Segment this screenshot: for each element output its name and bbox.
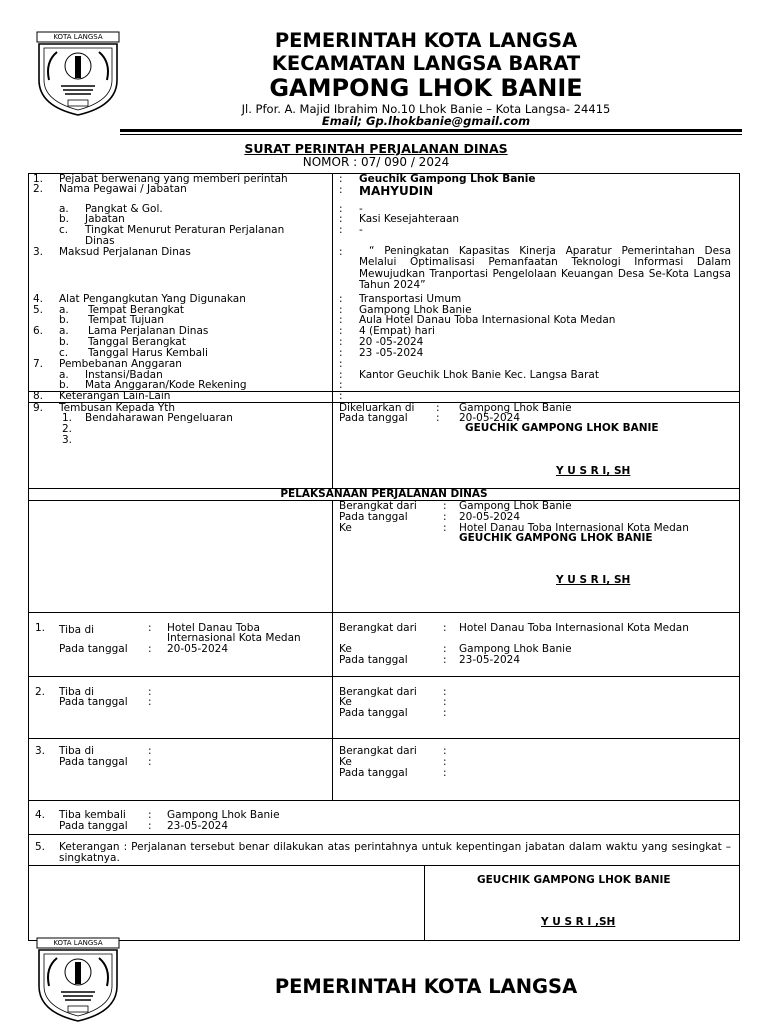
- header-rule: [120, 129, 742, 132]
- keterangan-text: Keterangan : Perjalanan tersebut benar dilakukan atas perintahnya untuk kepentingan jabatan dalam waktu yang sesingkat – singkatnya.: [59, 841, 731, 864]
- footer-line-1: PEMERINTAH KOTA LANGSA: [274, 975, 578, 998]
- value-nama-pegawai: MAHYUDIN: [359, 184, 434, 198]
- document-number: NOMOR : 07/ 090 / 2024: [302, 155, 450, 169]
- header-line-3: GAMPONG LHOK BANIE: [269, 74, 583, 102]
- column-divider: [332, 173, 333, 488]
- label-pejabat: Pejabat berwenang yang memberi perintah: [59, 173, 288, 185]
- header-rule-thin: [120, 134, 742, 135]
- logo-caption-footer: KOTA LANGSA: [53, 939, 103, 947]
- label-maksud: Maksud Perjalanan Dinas: [59, 246, 191, 258]
- value-jabatan: Kasi Kesejahteraan: [359, 213, 460, 225]
- signature-name: Y U S R I, SH: [556, 465, 631, 477]
- document-title: SURAT PERINTAH PERJALANAN DINAS: [244, 141, 508, 156]
- city-emblem-logo: [35, 30, 121, 116]
- city-emblem-logo-footer: [35, 936, 121, 1022]
- value-maksud: “ Peningkatan Kapasitas Kinerja Aparatur Pemerintahan Desa Melalui Optimalisasi Pemanfaatan Teknologi Informasi Dalam Mewujudkan Tranportasi Pengelolaan Keuangan Desa Se-Kota Langsa Tahun 2024”: [359, 245, 731, 292]
- header-line-1: PEMERINTAH KOTA LANGSA: [274, 29, 578, 52]
- section-title-pelaksanaan: PELAKSANAAN PERJALANAN DINAS: [280, 488, 488, 500]
- value-pejabat: Geuchik Gampong Lhok Banie: [359, 173, 536, 185]
- label-nama-pegawai: Nama Pegawai / Jabatan: [59, 183, 187, 195]
- header-address: Jl. Pfor. A. Majid Ibrahim No.10 Lhok Banie – Kota Langsa- 24415: [241, 102, 611, 116]
- header-line-2: KECAMATAN LANGSA BARAT: [271, 52, 581, 75]
- header-email: Email; Gp.lhokbanie@gmail.com: [321, 114, 531, 128]
- signature-office: GEUCHIK GAMPONG LHOK BANIE: [465, 422, 659, 434]
- logo-caption: KOTA LANGSA: [53, 33, 103, 41]
